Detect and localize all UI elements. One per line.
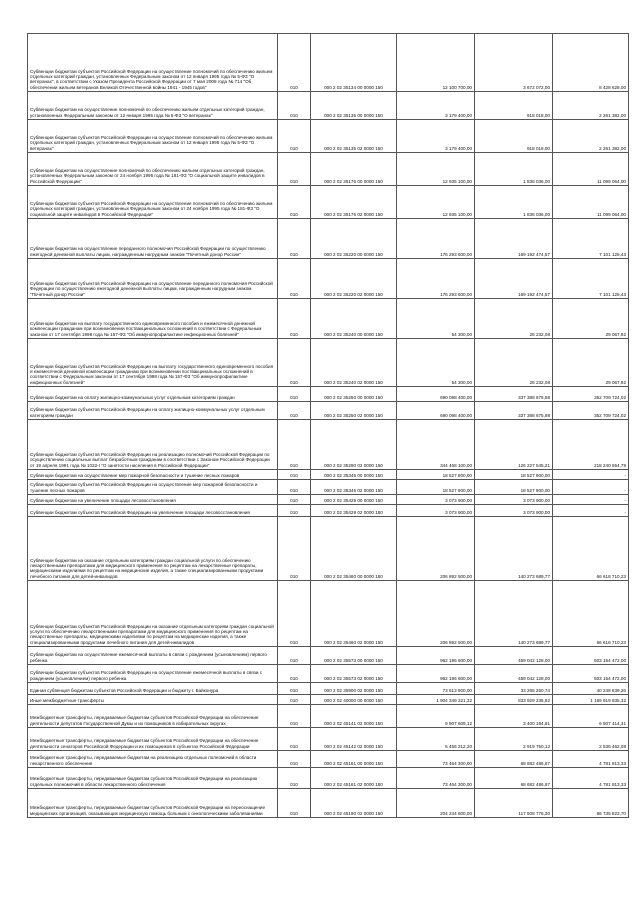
table-row [28, 751, 629, 768]
row-executed-amount: 169 192 474,57 [475, 259, 553, 299]
row-budget-code: 000 2 02 35240 02 0000 150 [311, 339, 397, 387]
row-approved-amount: 962 196 600,00 [397, 647, 475, 665]
row-executed-amount: 169 192 474,57 [475, 219, 553, 259]
table-row [28, 665, 629, 683]
row-executed-amount: 18 527 900,00 [475, 480, 553, 495]
row-approved-amount: 3 179 400,00 [397, 92, 475, 120]
row-executed-amount: 337 388 675,98 [475, 387, 553, 402]
row-remaining-amount: 503 154 472,00 [553, 647, 629, 665]
row-name: Субвенции бюджетам субъектов Российской Федерации на выплату государственного единовременного пособия и ежемесячной денежной компенсации гражданам при возникновении поствакцинальных осложнений в соответствии с Федеральным законом от 17 сентября 1998 года № 157-ФЗ "Об иммунопрофилактике инфекционных болезней" [28, 339, 278, 387]
row-name: Субвенции бюджетам субъектов Российской Федерации на осуществление полномочий по обеспечению жильем отдельных категорий граждан, установленных Федеральным законом от 12 января 1995 года № 5-ФЗ "О ветеранах", в соответствии с Указом Президента Российской Федерации от 7 мая 2008 года № 714 "Об обеспечении жильем ветеранов Великой Отечественной войны 1941 - 1945 годов" [28, 34, 278, 92]
table-row [28, 647, 629, 665]
row-remaining-amount: 86 735 823,70 [553, 789, 629, 818]
row-executed-amount: 918 018,00 [475, 120, 553, 153]
row-line-code: 010 [278, 647, 311, 665]
row-approved-amount: 5 456 212,20 [397, 728, 475, 751]
table-row [28, 219, 629, 259]
budget-table [27, 33, 629, 818]
row-remaining-amount: 503 154 472,00 [553, 665, 629, 683]
row-budget-code: 000 2 02 45142 02 0000 150 [311, 728, 397, 751]
row-approved-amount: 54 300,00 [397, 299, 475, 339]
row-name: Субвенции бюджетам на осуществление ежемесячной выплаты в связи с рождением (усыновлением) первого ребенка [28, 647, 278, 665]
row-line-code: 010 [278, 259, 311, 299]
row-line-code: 010 [278, 153, 311, 186]
row-line-code: 010 [278, 517, 311, 581]
row-budget-code: 000 2 02 35250 00 0000 150 [311, 387, 397, 402]
row-approved-amount: 54 300,00 [397, 339, 475, 387]
row-budget-code: 000 2 02 35573 02 0000 150 [311, 665, 397, 683]
row-executed-amount: 68 682 486,67 [475, 768, 553, 789]
row-executed-amount: 25 232,08 [475, 339, 553, 387]
row-approved-amount: 206 892 500,00 [397, 581, 475, 647]
table-row [28, 789, 629, 818]
row-name: Субвенции бюджетам на увеличение площади лесовосстановления [28, 495, 278, 505]
row-approved-amount: 176 293 600,00 [397, 219, 475, 259]
row-executed-amount: 3 400 194,81 [475, 705, 553, 728]
row-budget-code: 000 2 02 35240 00 0000 150 [311, 299, 397, 339]
row-remaining-amount: 7 101 125,43 [553, 219, 629, 259]
row-budget-code: 000 2 02 35250 02 0000 150 [311, 402, 397, 420]
row-line-code: 010 [278, 120, 311, 153]
row-executed-amount: 18 527 900,00 [475, 470, 553, 480]
row-approved-amount: 690 098 400,00 [397, 402, 475, 420]
table-row [28, 402, 629, 420]
row-name: Субвенции бюджетам на осуществление полномочий по обеспечению жильем отдельных категорий граждан, установленных Федеральным законом от 12 января 1995 года № 5-ФЗ "О ветеранах" [28, 92, 278, 120]
row-name: Субвенции бюджетам на осуществление полномочий по обеспечению жильем отдельных категорий граждан, установленных Федеральным законом от 24 ноября 1995 года № 181-ФЗ "О социальной защите инвалидов в Российской Федерации" [28, 153, 278, 186]
row-executed-amount: 140 273 689,77 [475, 517, 553, 581]
table-row [28, 120, 629, 153]
row-remaining-amount: 66 618 710,23 [553, 581, 629, 647]
row-executed-amount: 25 232,08 [475, 299, 553, 339]
row-line-code: 010 [278, 505, 311, 517]
row-name: Субвенции бюджетам субъектов Российской Федерации на осуществление полномочий по обеспечению жильем отдельных категорий граждан, установленных Федеральным законом от 12 января 1995 года № 5-ФЗ "О ветеранах" [28, 120, 278, 153]
row-budget-code: 000 2 02 35900 02 0000 150 [311, 683, 397, 695]
row-approved-amount: 3 179 400,00 [397, 120, 475, 153]
table-row [28, 339, 629, 387]
row-remaining-amount: 29 067,92 [553, 339, 629, 387]
row-approved-amount: 73 513 900,00 [397, 683, 475, 695]
table-row [28, 480, 629, 495]
row-remaining-amount: 6 507 414,31 [553, 705, 629, 728]
table-row [28, 581, 629, 647]
row-name: Субвенции бюджетам субъектов Российской Федерации на осуществление полномочий по обеспечению жильем отдельных категорий граждан, установленных Федеральным законом от 24 ноября 1995 года № 181-ФЗ "О социальной защите инвалидов в Российской Федерации" [28, 186, 278, 219]
row-budget-code: 000 2 02 35135 00 0000 150 [311, 92, 397, 120]
table-row [28, 34, 629, 92]
row-line-code: 010 [278, 402, 311, 420]
table-row [28, 299, 629, 339]
row-budget-code: 000 2 02 35220 00 0000 150 [311, 219, 397, 259]
table-row [28, 153, 629, 186]
row-approved-amount: 12 935 100,00 [397, 186, 475, 219]
row-line-code: 010 [278, 768, 311, 789]
row-remaining-amount: 2 261 382,00 [553, 120, 629, 153]
row-name: Межбюджетные трансферты, передаваемые бюджетам на реализацию отдельных полномочий в области лекарственного обеспечения [28, 751, 278, 768]
row-remaining-amount: 4 781 813,33 [553, 751, 629, 768]
row-executed-amount: 1 836 036,00 [475, 153, 553, 186]
row-line-code: 010 [278, 789, 311, 818]
row-line-code: 010 [278, 695, 311, 705]
row-approved-amount: 18 527 900,00 [397, 480, 475, 495]
row-approved-amount: 73 464 300,00 [397, 768, 475, 789]
row-name: Субвенции бюджетам субъектов Российской Федерации на осуществление мер пожарной безопасности и тушение лесных пожаров [28, 480, 278, 495]
row-name: Субвенции бюджетам субъектов Российской Федерации на осуществление переданного полномочия Российской Федерации по осуществлению ежегодной денежной выплаты лицам, награжденным нагрудным знаком "Почетный донор России" [28, 259, 278, 299]
row-budget-code: 000 2 02 45190 02 0000 150 [311, 789, 397, 818]
row-remaining-amount: 218 240 554,79 [553, 420, 629, 470]
table-row [28, 683, 629, 695]
row-name: Межбюджетные трансферты, передаваемые бюджетам субъектов Российской Федерации на переоснащение медицинских организаций, оказывающих медицинскую помощь больным с онкологическими заболеваниями [28, 789, 278, 818]
table-row [28, 695, 629, 705]
row-executed-amount: 68 682 486,67 [475, 751, 553, 768]
row-executed-amount: 33 265 260,74 [475, 683, 553, 695]
row-budget-code: 000 2 02 35176 00 0000 150 [311, 153, 397, 186]
row-executed-amount: 140 273 689,77 [475, 581, 553, 647]
row-budget-code: 000 2 02 35135 02 0000 150 [311, 120, 397, 153]
row-approved-amount: 3 073 900,00 [397, 505, 475, 517]
row-line-code: 010 [278, 387, 311, 402]
table-body [28, 34, 629, 818]
row-executed-amount: 459 042 128,00 [475, 665, 553, 683]
row-budget-code: 000 2 02 45141 02 0000 150 [311, 705, 397, 728]
row-budget-code: 000 2 02 35345 00 0000 150 [311, 470, 397, 480]
row-name: Субвенции бюджетам на оказание отдельным категориям граждан социальной услуги по обеспечению лекарственными препаратами для медицинского применения по рецептам на лекарственные препараты, медицинскими изделиями по рецептам на медицинские изделия, а также специализированными продуктами лечебного питания для детей-инвалидов [28, 517, 278, 581]
row-name: Субвенции бюджетам субъектов Российской Федерации на оплату жилищно-коммунальных услуг отдельным категориям граждан [28, 402, 278, 420]
row-remaining-amount: 40 248 639,26 [553, 683, 629, 695]
row-approved-amount: 3 073 900,00 [397, 495, 475, 505]
table-row [28, 495, 629, 505]
row-approved-amount: 12 100 700,00 [397, 34, 475, 92]
row-name: Субвенции бюджетам на оплату жилищно-коммунальных услуг отдельным категориям граждан [28, 387, 278, 402]
row-executed-amount: 337 388 675,98 [475, 402, 553, 420]
row-budget-code: 000 2 02 35290 02 0000 150 [311, 420, 397, 470]
row-executed-amount: 3 073 900,00 [475, 495, 553, 505]
row-name: Иные межбюджетные трансферты [28, 695, 278, 705]
row-line-code: 010 [278, 683, 311, 695]
row-name: Субвенции бюджетам на осуществление переданного полномочия Российской Федерации по осуществлению ежегодной денежной выплаты лицам, награжденным нагрудным знаком "Почетный донор России" [28, 219, 278, 259]
row-approved-amount: 18 527 900,00 [397, 470, 475, 480]
row-executed-amount: 3 073 900,00 [475, 505, 553, 517]
row-budget-code: 000 2 02 45161 00 0000 150 [311, 751, 397, 768]
row-remaining-amount: 2 536 462,08 [553, 728, 629, 751]
row-name: Субвенции бюджетам субъектов Российской Федерации на осуществление ежемесячной выплаты в связи с рождением (усыновлением) первого ребенка [28, 665, 278, 683]
row-approved-amount: 9 907 609,12 [397, 705, 475, 728]
row-line-code: 010 [278, 34, 311, 92]
row-line-code: 010 [278, 219, 311, 259]
row-remaining-amount: - [553, 480, 629, 495]
row-approved-amount: 176 293 600,00 [397, 259, 475, 299]
row-executed-amount: 918 018,00 [475, 92, 553, 120]
row-name: Межбюджетные трансферты, передаваемые бюджетам субъектов Российской Федерации на обеспечение деятельности депутатов Государственной Думы и их помощников в избирательных округах [28, 705, 278, 728]
row-remaining-amount: 29 067,92 [553, 299, 629, 339]
row-remaining-amount: 11 099 064,00 [553, 186, 629, 219]
row-approved-amount: 344 468 100,00 [397, 420, 475, 470]
row-line-code: 010 [278, 495, 311, 505]
row-budget-code: 000 2 02 35460 00 0000 150 [311, 517, 397, 581]
row-remaining-amount: 11 099 064,00 [553, 153, 629, 186]
row-budget-code: 000 2 02 35460 02 0000 150 [311, 581, 397, 647]
table-row [28, 420, 629, 470]
table-row [28, 517, 629, 581]
row-name: Единая субвенция бюджетам субъектов Российской Федерации и бюджету г. Байконура [28, 683, 278, 695]
table-row [28, 705, 629, 728]
row-line-code: 010 [278, 705, 311, 728]
row-name: Субвенции бюджетам субъектов Российской Федерации на увеличение площади лесовосстановления [28, 505, 278, 517]
row-executed-amount: 1 836 036,00 [475, 186, 553, 219]
row-remaining-amount: 2 261 382,00 [553, 92, 629, 120]
row-name: Межбюджетные трансферты, передаваемые бюджетам субъектов Российской Федерации на реализацию отдельных полномочий в области лекарственного обеспечения [28, 768, 278, 789]
row-remaining-amount: 4 781 813,33 [553, 768, 629, 789]
row-budget-code: 000 2 02 35220 02 0000 150 [311, 259, 397, 299]
row-approved-amount: 73 464 300,00 [397, 751, 475, 768]
row-line-code: 010 [278, 751, 311, 768]
row-name: Субвенции бюджетам субъектов Российской Федерации на оказание отдельным категориям граждан социальной услуги по обеспечению лекарственными препаратами для медицинского применения по рецептам на лекарственные препараты, медицинскими изделиями по рецептам на медицинские изделия, а также специализированными продуктами лечебного питания для детей-инвалидов [28, 581, 278, 647]
table-row [28, 768, 629, 789]
row-budget-code: 000 2 02 45161 02 0000 150 [311, 768, 397, 789]
row-name: Субвенции бюджетам на выплату государственного единовременного пособия и ежемесячной денежной компенсации гражданам при возникновении поствакцинальных осложнений в соответствии с Федеральным законом от 17 сентября 1998 года № 157-ФЗ "Об иммунопрофилактике инфекционных болезней" [28, 299, 278, 339]
table-row [28, 505, 629, 517]
table-row [28, 186, 629, 219]
row-remaining-amount: 352 709 724,02 [553, 387, 629, 402]
row-name: Субвенции бюджетам субъектов Российской Федерации на реализацию полномочий Российской Федерации по осуществлению социальных выплат безработным гражданам в соответствии с Законом Российской Федерации от 19 апреля 1991 года № 1032-I "О занятости населения в Российской Федерации" [28, 420, 278, 470]
row-remaining-amount: - [553, 470, 629, 480]
row-line-code: 010 [278, 186, 311, 219]
row-approved-amount: 962 196 600,00 [397, 665, 475, 683]
row-executed-amount: 2 919 750,12 [475, 728, 553, 751]
row-approved-amount: 1 904 349 221,32 [397, 695, 475, 705]
row-budget-code: 000 2 02 35573 00 0000 150 [311, 647, 397, 665]
row-line-code: 010 [278, 728, 311, 751]
row-approved-amount: 206 892 500,00 [397, 517, 475, 581]
row-remaining-amount: 1 169 919 835,32 [553, 695, 629, 705]
row-executed-amount: 126 227 545,21 [475, 420, 553, 470]
table-row [28, 387, 629, 402]
row-budget-code: 000 2 02 35176 02 0000 150 [311, 186, 397, 219]
row-executed-amount: 459 042 128,00 [475, 647, 553, 665]
row-name: Межбюджетные трансферты, передаваемые бюджетам субъектов Российской Федерации на обеспечение деятельности сенаторов Российской Федерации и их помощников в субъектах Российской Федерации [28, 728, 278, 751]
row-budget-code: 000 2 02 35429 02 0000 150 [311, 505, 397, 517]
row-line-code: 010 [278, 420, 311, 470]
row-approved-amount: 690 098 400,00 [397, 387, 475, 402]
row-line-code: 010 [278, 480, 311, 495]
row-executed-amount: 833 929 235,82 [475, 695, 553, 705]
table-row [28, 470, 629, 480]
row-line-code: 010 [278, 92, 311, 120]
row-budget-code: 000 2 02 35429 00 0000 150 [311, 495, 397, 505]
row-remaining-amount: - [553, 495, 629, 505]
table-row [28, 92, 629, 120]
row-line-code: 010 [278, 299, 311, 339]
row-remaining-amount: 7 101 125,43 [553, 259, 629, 299]
row-name: Субвенции бюджетам на осуществление мер пожарной безопасности и тушение лесных пожаров [28, 470, 278, 480]
row-line-code: 010 [278, 581, 311, 647]
table-row [28, 728, 629, 751]
row-line-code: 010 [278, 665, 311, 683]
row-remaining-amount: - [553, 505, 629, 517]
table-row [28, 259, 629, 299]
row-approved-amount: 204 244 600,00 [397, 789, 475, 818]
row-remaining-amount: 352 709 724,02 [553, 402, 629, 420]
row-budget-code: 000 2 02 35134 00 0000 150 [311, 34, 397, 92]
row-remaining-amount: 8 428 628,00 [553, 34, 629, 92]
row-executed-amount: 3 672 072,00 [475, 34, 553, 92]
row-line-code: 010 [278, 470, 311, 480]
row-approved-amount: 12 935 100,00 [397, 153, 475, 186]
row-executed-amount: 117 508 776,30 [475, 789, 553, 818]
row-line-code: 010 [278, 339, 311, 387]
row-remaining-amount: 66 618 710,23 [553, 517, 629, 581]
row-budget-code: 000 2 02 35345 02 0000 150 [311, 480, 397, 495]
row-budget-code: 000 2 02 40000 00 0000 150 [311, 695, 397, 705]
